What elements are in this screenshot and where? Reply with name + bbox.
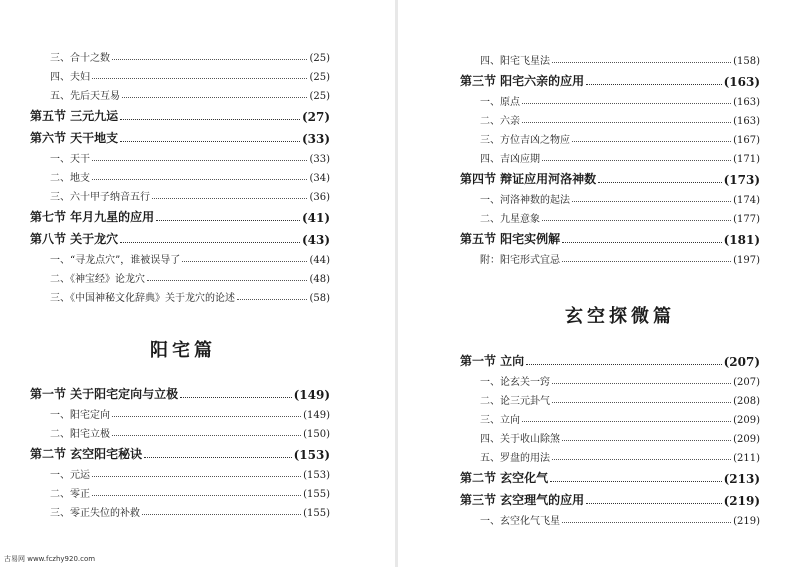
toc-entry-title: 第一节 立向: [460, 354, 525, 368]
dot-leader: [552, 402, 731, 403]
dot-leader: [598, 182, 721, 183]
toc-section-entry: [460, 225, 760, 247]
toc-entry-title: 三、方位吉凶之物应: [480, 135, 570, 146]
dot-leader: [112, 435, 301, 436]
toc-entry-title: 一、玄空化气飞星: [480, 516, 560, 527]
toc-item-entry: [460, 445, 760, 464]
toc-item-entry: [460, 247, 760, 266]
toc-entry-page-number: (25): [309, 91, 330, 102]
toc-section-entry: [460, 486, 760, 508]
toc-item-entry: [460, 108, 760, 127]
toc-entry-title: 第六节 天干地支: [30, 131, 119, 145]
toc-section-entry: [460, 165, 760, 187]
dot-leader: [586, 84, 721, 85]
toc-item-entry: [460, 89, 760, 108]
toc-entry-page-number: (153): [293, 448, 330, 462]
toc-entry-page-number: (209): [733, 415, 760, 426]
dot-leader: [572, 141, 731, 142]
dot-leader: [147, 280, 307, 281]
toc-item-entry: [30, 165, 330, 184]
toc-entry-page-number: (48): [309, 274, 330, 285]
toc-item-entry: [30, 421, 330, 440]
dot-leader: [120, 242, 300, 243]
toc-entry-title: 第二节 玄空阳宅秘诀: [30, 447, 143, 461]
toc-entry-page-number: (181): [723, 233, 760, 247]
toc-entry-page-number: (171): [733, 154, 760, 165]
toc-entry-page-number: (167): [733, 135, 760, 146]
toc-entry-page-number: (34): [309, 173, 330, 184]
dot-leader: [92, 476, 301, 477]
dot-leader: [144, 457, 291, 458]
toc-entry-title: 二、九星意象: [480, 214, 540, 225]
toc-entry-page-number: (44): [309, 255, 330, 266]
part-heading-xuankong: 玄空探微篇: [565, 306, 675, 327]
toc-entry-page-number: (58): [309, 293, 330, 304]
toc-item-entry: [460, 407, 760, 426]
toc-item-entry: [30, 285, 330, 304]
toc-item-entry: [460, 146, 760, 165]
dot-leader: [552, 62, 731, 63]
toc-entry-title: 一、河洛神数的起法: [480, 195, 570, 206]
toc-entry-title: 四、阳宅飞星法: [480, 56, 550, 67]
toc-entry-title: 一、元运: [50, 470, 90, 481]
toc-entry-title: 三、《中国神秘文化辞典》关于龙穴的论述: [50, 293, 235, 304]
dot-leader: [237, 299, 307, 300]
toc-entry-page-number: (155): [303, 508, 330, 519]
toc-entry-page-number: (33): [301, 132, 330, 146]
dot-leader: [112, 59, 307, 60]
toc-entry-title: 三、零正失位的补救: [50, 508, 140, 519]
dot-leader: [92, 495, 301, 496]
toc-entry-title: 第七节 年月九星的应用: [30, 210, 155, 224]
dot-leader: [542, 220, 731, 221]
dot-leader: [552, 459, 731, 460]
right-page: [397, 0, 793, 567]
toc-item-entry: [30, 500, 330, 519]
toc-entry-page-number: (174): [733, 195, 760, 206]
toc-item-entry: [460, 48, 760, 67]
toc-entry-page-number: (33): [309, 154, 330, 165]
toc-entry-title: 一、论玄关一窍: [480, 377, 550, 388]
toc-entry-title: 四、关于收山除煞: [480, 434, 560, 445]
toc-entry-title: 一、“寻龙点穴”，谁被误导了: [50, 255, 181, 266]
toc-entry-page-number: (213): [723, 472, 760, 486]
toc-section-entry: [30, 225, 330, 247]
dot-leader: [122, 97, 307, 98]
toc-item-entry: [460, 369, 760, 388]
toc-entry-title: 第四节 辩证应用河洛神数: [460, 172, 597, 186]
toc-entry-title: 第五节 阳宅实例解: [460, 232, 561, 246]
toc-item-entry: [460, 187, 760, 206]
toc-list-right-bottom: [460, 347, 760, 527]
dot-leader: [552, 383, 731, 384]
dot-leader: [572, 201, 731, 202]
toc-item-entry: [30, 83, 330, 102]
toc-entry-page-number: (149): [293, 388, 330, 402]
toc-entry-title: 二、阳宅立极: [50, 429, 110, 440]
dot-leader: [142, 514, 301, 515]
toc-entry-title: 附：阳宅形式宜忌: [480, 255, 560, 266]
dot-leader: [522, 122, 731, 123]
toc-entry-page-number: (149): [303, 410, 330, 421]
toc-entry-page-number: (43): [301, 233, 330, 247]
toc-entry-title: 第二节 玄空化气: [460, 471, 549, 485]
toc-item-entry: [30, 64, 330, 83]
dot-leader: [522, 421, 731, 422]
toc-entry-page-number: (211): [733, 453, 760, 464]
toc-entry-page-number: (208): [733, 396, 760, 407]
toc-list-right-top: [460, 48, 760, 266]
left-page: [0, 0, 396, 567]
dot-leader: [152, 198, 307, 199]
dot-leader: [92, 78, 307, 79]
dot-leader: [550, 481, 721, 482]
toc-entry-page-number: (25): [309, 53, 330, 64]
toc-entry-title: 二、六亲: [480, 116, 520, 127]
dot-leader: [112, 416, 301, 417]
toc-entry-title: 三、合十之数: [50, 53, 110, 64]
toc-section-entry: [30, 102, 330, 124]
dot-leader: [562, 261, 731, 262]
toc-entry-title: 五、罗盘的用法: [480, 453, 550, 464]
toc-entry-page-number: (177): [733, 214, 760, 225]
dot-leader: [522, 103, 731, 104]
toc-entry-title: 二、论三元卦气: [480, 396, 550, 407]
dot-leader: [182, 261, 307, 262]
dot-leader: [542, 160, 731, 161]
toc-section-entry: [30, 380, 330, 402]
toc-item-entry: [460, 206, 760, 225]
toc-entry-title: 四、夫妇: [50, 72, 90, 83]
toc-entry-title: 一、天干: [50, 154, 90, 165]
toc-entry-page-number: (219): [733, 516, 760, 527]
toc-entry-title: 一、阳宅定向: [50, 410, 110, 421]
toc-entry-title: 二、零正: [50, 489, 90, 500]
toc-entry-title: 二、地支: [50, 173, 90, 184]
toc-entry-title: 第八节 关于龙穴: [30, 232, 119, 246]
toc-section-entry: [30, 203, 330, 225]
toc-item-entry: [30, 402, 330, 421]
dot-leader: [180, 397, 291, 398]
toc-item-entry: [460, 426, 760, 445]
toc-entry-page-number: (41): [301, 211, 330, 225]
toc-item-entry: [30, 184, 330, 203]
toc-entry-page-number: (207): [733, 377, 760, 388]
toc-entry-title: 三、立向: [480, 415, 520, 426]
toc-entry-page-number: (153): [303, 470, 330, 481]
toc-entry-page-number: (209): [733, 434, 760, 445]
toc-section-entry: [30, 440, 330, 462]
toc-entry-title: 五、先后天互易: [50, 91, 120, 102]
toc-entry-page-number: (173): [723, 173, 760, 187]
toc-list-left-bottom: [30, 380, 330, 519]
part-heading-yangzhai: 阳宅篇: [150, 340, 216, 361]
toc-entry-page-number: (27): [301, 110, 330, 124]
toc-entry-page-number: (155): [303, 489, 330, 500]
toc-section-entry: [460, 464, 760, 486]
toc-entry-title: 四、吉凶应期: [480, 154, 540, 165]
toc-entry-page-number: (158): [733, 56, 760, 67]
dot-leader: [562, 440, 731, 441]
toc-entry-page-number: (163): [733, 97, 760, 108]
toc-item-entry: [460, 127, 760, 146]
toc-entry-page-number: (150): [303, 429, 330, 440]
toc-entry-title: 第三节 玄空理气的应用: [460, 493, 585, 507]
toc-entry-page-number: (219): [723, 494, 760, 508]
toc-item-entry: [30, 462, 330, 481]
dot-leader: [92, 179, 307, 180]
dot-leader: [120, 119, 300, 120]
toc-item-entry: [30, 481, 330, 500]
dot-leader: [120, 141, 300, 142]
toc-item-entry: [30, 146, 330, 165]
toc-entry-page-number: (163): [733, 116, 760, 127]
toc-entry-title: 第三节 阳宅六亲的应用: [460, 74, 585, 88]
toc-entry-page-number: (163): [723, 75, 760, 89]
toc-item-entry: [30, 45, 330, 64]
footer-watermark: 古易网 www.fczhy920.com: [4, 555, 96, 563]
dot-leader: [586, 503, 721, 504]
toc-section-entry: [460, 67, 760, 89]
dot-leader: [562, 522, 731, 523]
toc-entry-page-number: (25): [309, 72, 330, 83]
dot-leader: [156, 220, 300, 221]
toc-entry-page-number: (36): [309, 192, 330, 203]
toc-list-left-top: [30, 45, 330, 304]
dot-leader: [526, 364, 721, 365]
toc-entry-page-number: (207): [723, 355, 760, 369]
toc-entry-title: 二、《神宝经》论龙穴: [50, 274, 145, 285]
dot-leader: [562, 242, 721, 243]
dot-leader: [92, 160, 307, 161]
toc-entry-title: 第一节 关于阳宅定向与立极: [30, 387, 179, 401]
toc-item-entry: [460, 508, 760, 527]
toc-item-entry: [30, 266, 330, 285]
toc-entry-title: 三、六十甲子纳音五行: [50, 192, 150, 203]
toc-section-entry: [460, 347, 760, 369]
toc-entry-page-number: (197): [733, 255, 760, 266]
toc-entry-title: 一、原点: [480, 97, 520, 108]
toc-section-entry: [30, 124, 330, 146]
toc-item-entry: [30, 247, 330, 266]
toc-entry-title: 第五节 三元九运: [30, 109, 119, 123]
toc-item-entry: [460, 388, 760, 407]
